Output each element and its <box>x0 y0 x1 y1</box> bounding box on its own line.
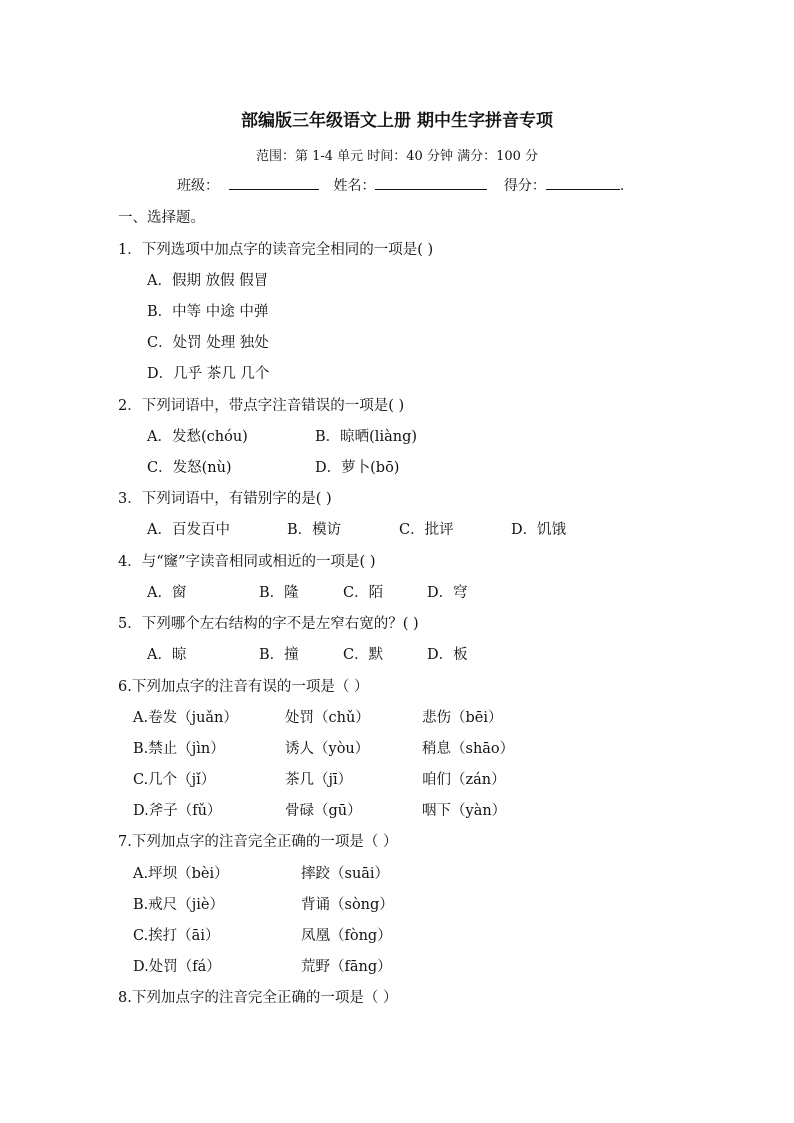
question-7-option-d[interactable]: D.处罚（fá） <box>133 959 221 975</box>
page-title: 部编版三年级语文上册 期中生字拼音专项 <box>241 111 553 131</box>
question-6-option-a[interactable]: A.卷发（juǎn） <box>133 710 238 726</box>
question-4-stem: 4．与“窿”字读音相同或相近的一项是( ) <box>118 554 376 570</box>
question-7-d-word-2: 荒野（fāng） <box>301 959 392 975</box>
question-2-option-b[interactable]: B．晾晒(liàng) <box>315 429 418 445</box>
question-6-d-word-3: 咽下（yàn） <box>422 803 507 819</box>
score-blank[interactable] <box>546 175 620 190</box>
question-6-stem: 6.下列加点字的注音有误的一项是（ ） <box>118 679 369 695</box>
question-2-option-a[interactable]: A．发愁(chóu) <box>147 429 248 445</box>
question-6-c-word-3: 咱们（zán） <box>422 772 506 788</box>
question-5-option-b[interactable]: B．撞 <box>259 647 299 663</box>
exam-scope: 范围：第 1-4 单元 时间：40 分钟 满分：100 分 <box>255 149 539 164</box>
question-3-option-b[interactable]: B．模访 <box>287 522 342 538</box>
question-4-option-c[interactable]: C．陌 <box>343 585 384 601</box>
question-5-stem: 5．下列哪个左右结构的字不是左窄右宽的？( ) <box>118 616 419 632</box>
question-5-option-a[interactable]: A．晾 <box>147 647 187 663</box>
section-heading: 一、选择题。 <box>118 210 205 226</box>
question-6-b-word-2: 诱人（yòu） <box>285 741 370 757</box>
question-6-option-c[interactable]: C.几个（jǐ） <box>133 772 216 788</box>
name-blank[interactable] <box>375 175 487 190</box>
question-4-option-d[interactable]: D．穹 <box>427 585 468 601</box>
question-7-option-a[interactable]: A.坪坝（bèi） <box>133 866 229 882</box>
question-1-option-c[interactable]: C．处罚 处理 独处 <box>147 335 269 351</box>
question-7-option-c[interactable]: C.挨打（āi） <box>133 928 220 944</box>
student-info-line <box>177 175 624 195</box>
question-6-a-word-2: 处罚（chǔ） <box>285 710 370 726</box>
question-3-stem: 3．下列词语中，有错别字的是( ) <box>118 491 332 507</box>
question-7-a-word-2: 摔跤（suāi） <box>301 866 390 882</box>
score-label: 得分： <box>503 178 546 194</box>
question-6-b-word-3: 稍息（shāo） <box>422 741 515 757</box>
question-6-option-b[interactable]: B.禁止（jìn） <box>133 741 225 757</box>
class-blank[interactable] <box>229 175 319 190</box>
question-2-option-c[interactable]: C．发怒(nù) <box>147 460 232 476</box>
question-3-option-a[interactable]: A．百发百中 <box>147 522 230 538</box>
question-5-option-d[interactable]: D．板 <box>427 647 468 663</box>
question-6-a-word-3: 悲伤（bēi） <box>422 710 503 726</box>
question-6-option-d[interactable]: D.斧子（fǔ） <box>133 803 222 819</box>
question-7-c-word-2: 凤凰（fòng） <box>301 928 392 944</box>
question-7-stem: 7.下列加点字的注音完全正确的一项是（ ） <box>118 834 398 850</box>
name-label: 姓名： <box>333 178 376 194</box>
question-2-stem: 2．下列词语中，带点字注音错误的一项是( ) <box>118 398 405 414</box>
question-1-stem: 1．下列选项中加点字的读音完全相同的一项是( ) <box>118 242 434 258</box>
question-1-option-d[interactable]: D．几乎 茶几 几个 <box>147 366 270 382</box>
question-1-option-b[interactable]: B．中等 中途 中弹 <box>147 304 269 320</box>
question-8-stem: 8.下列加点字的注音完全正确的一项是（ ） <box>118 990 398 1006</box>
question-4-option-a[interactable]: A．窗 <box>147 585 187 601</box>
question-3-option-c[interactable]: C．批评 <box>399 522 454 538</box>
class-label: 班级： <box>177 178 219 194</box>
info-end-mark: . <box>619 178 625 194</box>
question-1-option-a[interactable]: A．假期 放假 假冒 <box>147 273 269 289</box>
question-6-d-word-2: 骨碌（gū） <box>285 803 362 819</box>
question-7-option-b[interactable]: B.戒尺（jiè） <box>133 897 224 913</box>
question-7-b-word-2: 背诵（sòng） <box>301 897 394 913</box>
question-3-option-d[interactable]: D．饥饿 <box>511 522 567 538</box>
question-4-option-b[interactable]: B．隆 <box>259 585 299 601</box>
question-2-option-d[interactable]: D．萝卜(bō) <box>315 460 400 476</box>
question-6-c-word-2: 茶几（jī） <box>285 772 353 788</box>
question-5-option-c[interactable]: C．默 <box>343 647 384 663</box>
